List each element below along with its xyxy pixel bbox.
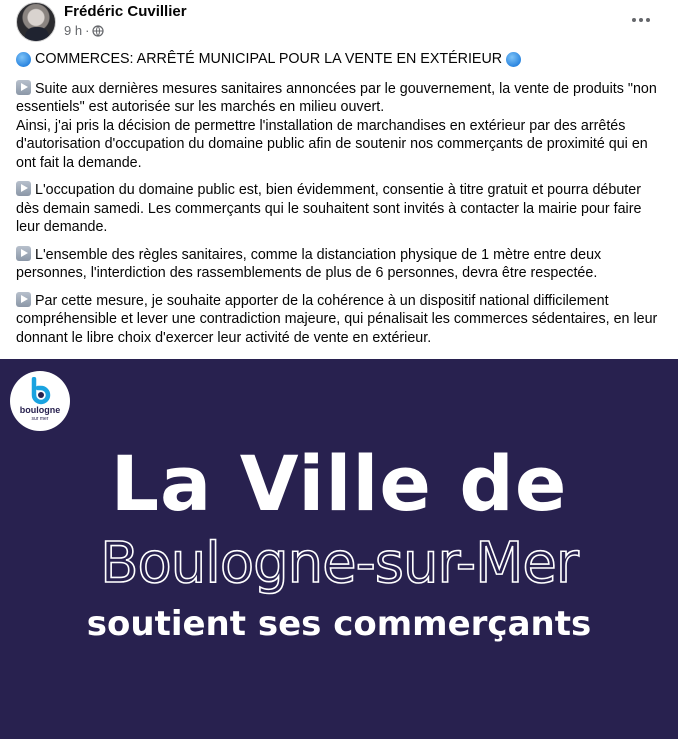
logo-name: boulogne: [19, 405, 61, 415]
paragraph-text: Ainsi, j'ai pris la décision de permettre l'installation de marchandises en extérieur par des arrêtés d'autorisation d'occupation du domaine public afin de soutenir nos commerçants de proximité qui en ont fait la demande.: [16, 117, 648, 171]
paragraph-text: Suite aux dernières mesures sanitaires annoncées par le gouvernement, la vente de produits "non essentiels" est autorisée sur les marchés en milieu ouvert.: [16, 80, 657, 115]
post-paragraph: [16, 292, 666, 348]
author-name[interactable]: Frédéric Cuvillier: [64, 3, 187, 20]
play-button-emoji: [16, 292, 31, 307]
logo-subtitle: sur mer: [31, 416, 49, 422]
banner-headline: La Ville de: [110, 439, 568, 528]
play-button-emoji: [16, 181, 31, 196]
play-button-emoji: [16, 80, 31, 95]
more-options-icon: [639, 18, 643, 22]
paragraph-text: L'ensemble des règles sanitaires, comme la distanciation physique de 1 mètre entre deux personnes, l'interdiction des rassemblements de plus de 6 personnes, devra être respectée.: [16, 246, 602, 281]
post-title-text: COMMERCES: ARRÊTÉ MUNICIPAL POUR LA VENTE EN EXTÉRIEUR: [35, 51, 503, 67]
post-body: [16, 50, 666, 356]
post-header: [0, 0, 678, 44]
post-title: [16, 50, 666, 69]
post-paragraph: [16, 246, 666, 283]
logo-b-icon: [27, 377, 53, 405]
post-paragraph: [16, 181, 666, 237]
post-paragraph: [16, 80, 666, 173]
post-meta: [64, 23, 104, 38]
more-options-button[interactable]: [626, 8, 656, 32]
avatar[interactable]: [16, 2, 56, 42]
post-time[interactable]: 9 h: [64, 23, 83, 38]
post-image[interactable]: [0, 359, 678, 739]
banner-tagline: soutient ses commerçants: [86, 604, 592, 644]
blue-circle-emoji: [16, 52, 31, 67]
meta-separator: ·: [85, 23, 90, 38]
more-options-icon: [646, 18, 650, 22]
banner-city: Boulogne-sur-Mer: [100, 531, 578, 596]
boulogne-logo: [10, 371, 70, 431]
paragraph-text: Par cette mesure, je souhaite apporter de la cohérence à un dispositif national difficilement compréhensible et lever une contradiction majeure, qui pénalisait les commerces sédentaires, en leur donnant le libre choix d'exercer leur activité de vente en extérieur.: [16, 292, 658, 346]
globe-icon[interactable]: [92, 25, 104, 37]
play-button-emoji: [16, 246, 31, 261]
paragraph-text: L'occupation du domaine public est, bien évidemment, consentie à titre gratuit et pourra débuter dès demain samedi. Les commerçants qui le souhaitent sont invités à contacter la mairie pour faire leur demande.: [16, 182, 642, 235]
blue-circle-emoji: [506, 52, 521, 67]
more-options-icon: [632, 18, 636, 22]
